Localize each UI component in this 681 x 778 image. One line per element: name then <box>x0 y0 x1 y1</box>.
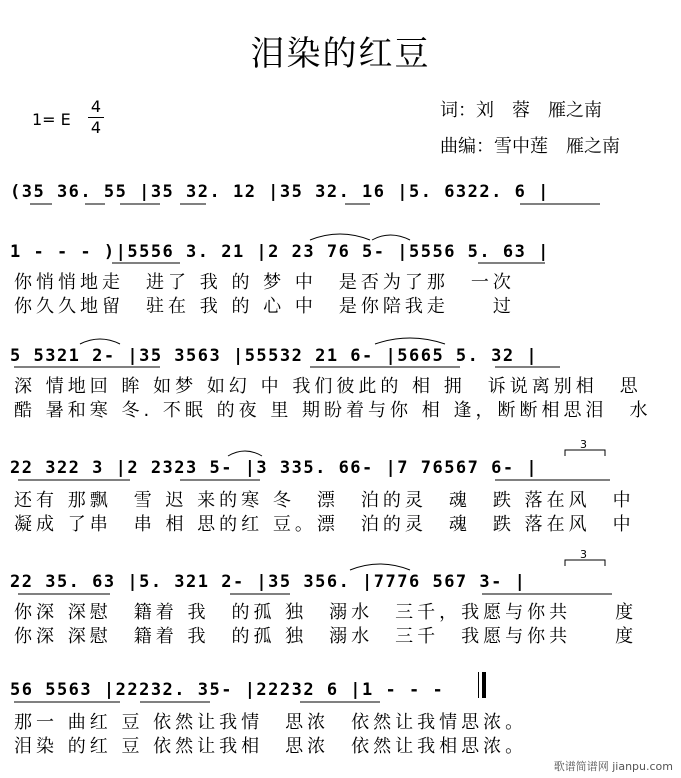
notation-row-5: 22 35. 63 |5. 321 2- |35 356. |7776 567 3- | <box>10 572 527 592</box>
notation-row-1: (35 36. 55 |35 32. 12 |35 32. 16 |5. 6322. 6 | <box>10 182 550 202</box>
notation-row-2: 1 - - - )|5556 3. 21 |2 23 76 5- |5556 5. 63 | <box>10 242 550 262</box>
song-title: 泪染的红豆 <box>250 34 431 74</box>
tie-arc <box>228 451 262 456</box>
lyrics-row-5-verse-1: 你深 深慰 籍着 我 的孤 独 溺水 三千，我愿与你共 度 <box>14 602 638 623</box>
lyrics-row-4-verse-1: 还有 那飘 雪 迟 来的寒 冬 漂 泊的灵 魂 跌 落在风 中 <box>14 490 635 511</box>
key-signature: 1= E <box>32 110 71 129</box>
lyrics-row-6-verse-1: 那一 曲红 豆 依然让我情 思浓 依然让我情思浓。 <box>14 712 528 733</box>
tie-arc <box>350 564 410 570</box>
time-signature-bottom: 4 <box>90 118 102 137</box>
triplet-number: 3 <box>580 438 587 451</box>
lyrics-row-5-verse-2: 你深 深慰 籍着 我 的孤 独 溺水 三千 我愿与你共 度 <box>14 626 638 647</box>
watermark: 歌谱简谱网 jianpu.com <box>553 760 673 773</box>
tie-arc <box>310 234 370 240</box>
composer-credit: 曲编：雪中莲 雁之南 <box>440 136 620 157</box>
time-signature-top: 4 <box>90 97 102 116</box>
tie-arc <box>80 339 120 344</box>
lyrics-row-2-verse-1: 你悄悄地走 进了 我 的 梦 中 是否为了那 一次 <box>14 272 515 293</box>
lyrics-row-4-verse-2: 凝成 了串 串 相 思的红 豆。漂 泊的灵 魂 跌 落在风 中 <box>14 514 635 535</box>
tie-arc <box>372 235 410 240</box>
lyricist-credit: 词：刘 蓉 雁之南 <box>440 100 602 121</box>
lyrics-row-3-verse-2: 酷 暑和寒 冬. 不眠 的夜 里 期盼着与你 相 逢，断断相思泪 水 <box>14 400 652 421</box>
lyrics-row-6-verse-2: 泪染 的红 豆 依然让我相 思浓 依然让我相思浓。 <box>14 736 528 757</box>
lyrics-row-2-verse-2: 你久久地留 驻在 我 的 心 中 是你陪我走 过 <box>14 296 515 317</box>
notation-row-3: 5 5321 2- |35 3563 |55532 21 6- |5665 5. 32 | <box>10 346 539 366</box>
tie-arc <box>375 338 445 344</box>
notation-row-4: 22 322 3 |2 2323 5- |3 335. 66- |7 76567 6- | <box>10 458 539 478</box>
triplet-number: 3 <box>580 548 587 561</box>
lyrics-row-3-verse-1: 深 情地回 眸 如梦 如幻 中 我们彼此的 相 拥 诉说离别相 思 <box>14 376 642 397</box>
notation-row-6: 56 5563 |22232. 35- |22232 6 |1 - - - <box>10 680 445 700</box>
